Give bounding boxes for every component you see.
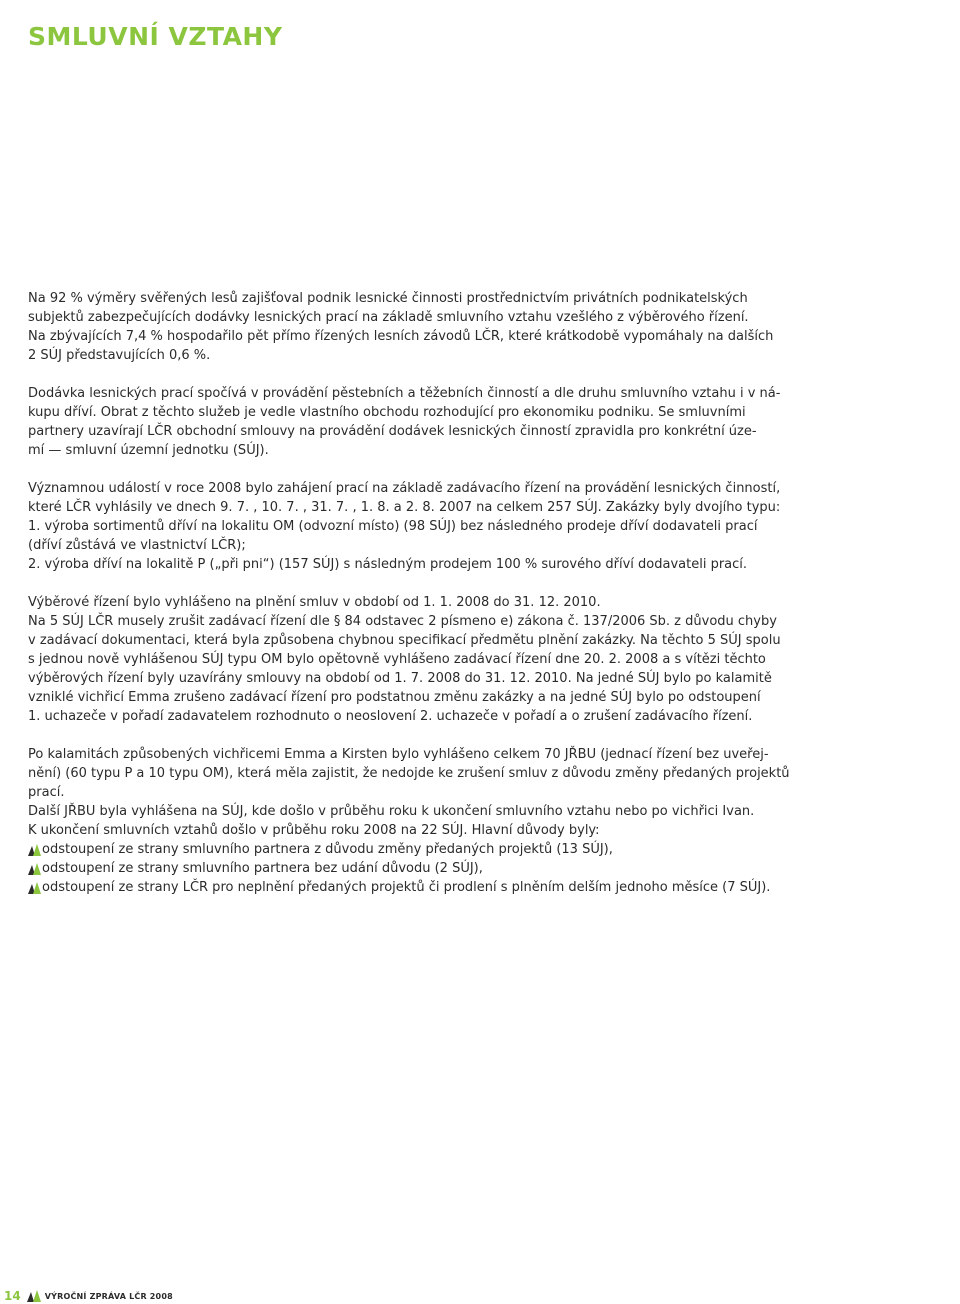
text-line: Na 92 % výměry svěřených lesů zajišťoval podnik lesnické činnosti prostřednictvím privátních podnikatelských <box>28 291 748 306</box>
list-item <box>28 859 758 878</box>
paragraph-tender-2008 <box>28 479 781 574</box>
text-line: subjektů zabezpečujících dodávky lesnických prací na základě smluvního vztahu vzešlého z výběrového řízení. <box>28 310 749 325</box>
page-title: SMLUVNÍ VZTAHY <box>28 22 283 51</box>
text-line: Na zbývajících 7,4 % hospodařilo pět přímo řízených lesních závodů LČR, které krátkodobě vypomáhaly na dalších <box>28 329 774 344</box>
text-line: vzniklé vichřicí Emma zrušeno zadávací řízení pro podstatnou změnu zakázky a na jedné SÚJ bylo po odstoupení <box>28 690 761 705</box>
tree-arrow-icon <box>28 863 41 875</box>
text-line: Dodávka lesnických prací spočívá v provádění pěstebních a těžebních činností a dle druhu smluvního vztahu i v ná- <box>28 386 781 401</box>
text-line: 1. výroba sortimentů dříví na lokalitu OM (odvozní místo) (98 SÚJ) bez následného prodeje dříví dodavateli prací <box>28 519 758 534</box>
list-item <box>28 878 771 897</box>
tree-arrow-icon <box>28 844 41 856</box>
text-line: které LČR vyhlásily ve dnech 9. 7. , 10. 7. , 31. 7. , 1. 8. a 2. 8. 2007 na celkem 257 SÚJ. Zakázky byly dvojího typu: <box>28 500 781 515</box>
page-number: 14 <box>4 1289 21 1303</box>
text-line: Další JŘBU byla vyhlášena na SÚJ, kde došlo v průběhu roku k ukončení smluvního vztahu nebo po vichřici Ivan. <box>28 804 755 819</box>
page-footer <box>0 1288 173 1304</box>
termination-reasons-list <box>28 840 771 897</box>
text-line: mí — smluvní územní jednotku (SÚJ). <box>28 443 269 458</box>
publication-title: VÝROČNÍ ZPRÁVA LČR 2008 <box>44 1291 173 1301</box>
text-line: nění) (60 typu P a 10 typu OM), která měla zajistit, že nedojde ke zrušení smluv z důvodu změny předaných projektů <box>28 766 790 781</box>
text-line: prací. <box>28 785 65 800</box>
text-line: kupu dříví. Obrat z těchto služeb je vedle vlastního obchodu rozhodující pro ekonomiku podniku. Se smluvními <box>28 405 746 420</box>
text-line: v zadávací dokumentaci, která byla způsobena chybnou specifikací předmětu plnění zakázky. Na těchto 5 SÚJ spolu <box>28 633 781 648</box>
paragraph-calamities <box>28 745 790 840</box>
text-line: 1. uchazeče v pořadí zadavatelem rozhodnuto o neoslovení 2. uchazeče v pořadí a o zrušení zadávacího řízení. <box>28 709 753 724</box>
main-content <box>28 289 790 897</box>
list-item-text: odstoupení ze strany LČR pro neplnění předaných projektů či prodlení s plněním delším jednoho měsíce (7 SÚJ). <box>42 880 771 895</box>
list-item-text: odstoupení ze strany smluvního partnera z důvodu změny předaných projektů (13 SÚJ), <box>42 842 613 857</box>
paragraph-supply <box>28 384 781 460</box>
text-line: Významnou událostí v roce 2008 bylo zahájení prací na základě zadávacího řízení na provádění lesnických činností, <box>28 481 781 496</box>
text-line: s jednou nově vyhlášenou SÚJ typu OM bylo opětovně vyhlášeno zadávací řízení dne 20. 2. 2008 a s vítězi těchto <box>28 652 766 667</box>
text-line: 2. výroba dříví na lokalitě P („při pni“) (157 SÚJ) s následným prodejem 100 % surového dříví dodavateli prací. <box>28 557 748 572</box>
text-line: Po kalamitách způsobených vichřicemi Emma a Kirsten bylo vyhlášeno celkem 70 JŘBU (jednací řízení bez uveřej- <box>28 747 769 762</box>
text-line: 2 SÚJ představujících 0,6 %. <box>28 348 211 363</box>
list-item <box>28 840 758 859</box>
text-line: Výběrové řízení bylo vyhlášeno na plnění smluv v období od 1. 1. 2008 do 31. 12. 2010. <box>28 595 601 610</box>
text-line: výběrových řízení byly uzavírány smlouvy na období od 1. 7. 2008 do 31. 12. 2010. Na jedné SÚJ bylo po kalamitě <box>28 671 772 686</box>
text-line: (dříví zůstává ve vlastnictví LČR); <box>28 538 246 553</box>
paragraph-intro <box>28 289 774 365</box>
text-line: Na 5 SÚJ LČR musely zrušit zadávací řízení dle § 84 odstavec 2 písmeno e) zákona č. 137/2006 Sb. z důvodu chyby <box>28 614 777 629</box>
text-line: K ukončení smluvních vztahů došlo v průběhu roku 2008 na 22 SÚJ. Hlavní důvody byly: <box>28 823 600 838</box>
tree-logo-icon <box>27 1290 41 1302</box>
tree-arrow-icon <box>28 882 41 894</box>
paragraph-tender-cancellation <box>28 593 781 726</box>
list-item-text: odstoupení ze strany smluvního partnera bez udání důvodu (2 SÚJ), <box>42 861 483 876</box>
text-line: partnery uzavírají LČR obchodní smlouvy na provádění dodávek lesnických činností zpravidla pro konkrétní úze- <box>28 424 757 439</box>
